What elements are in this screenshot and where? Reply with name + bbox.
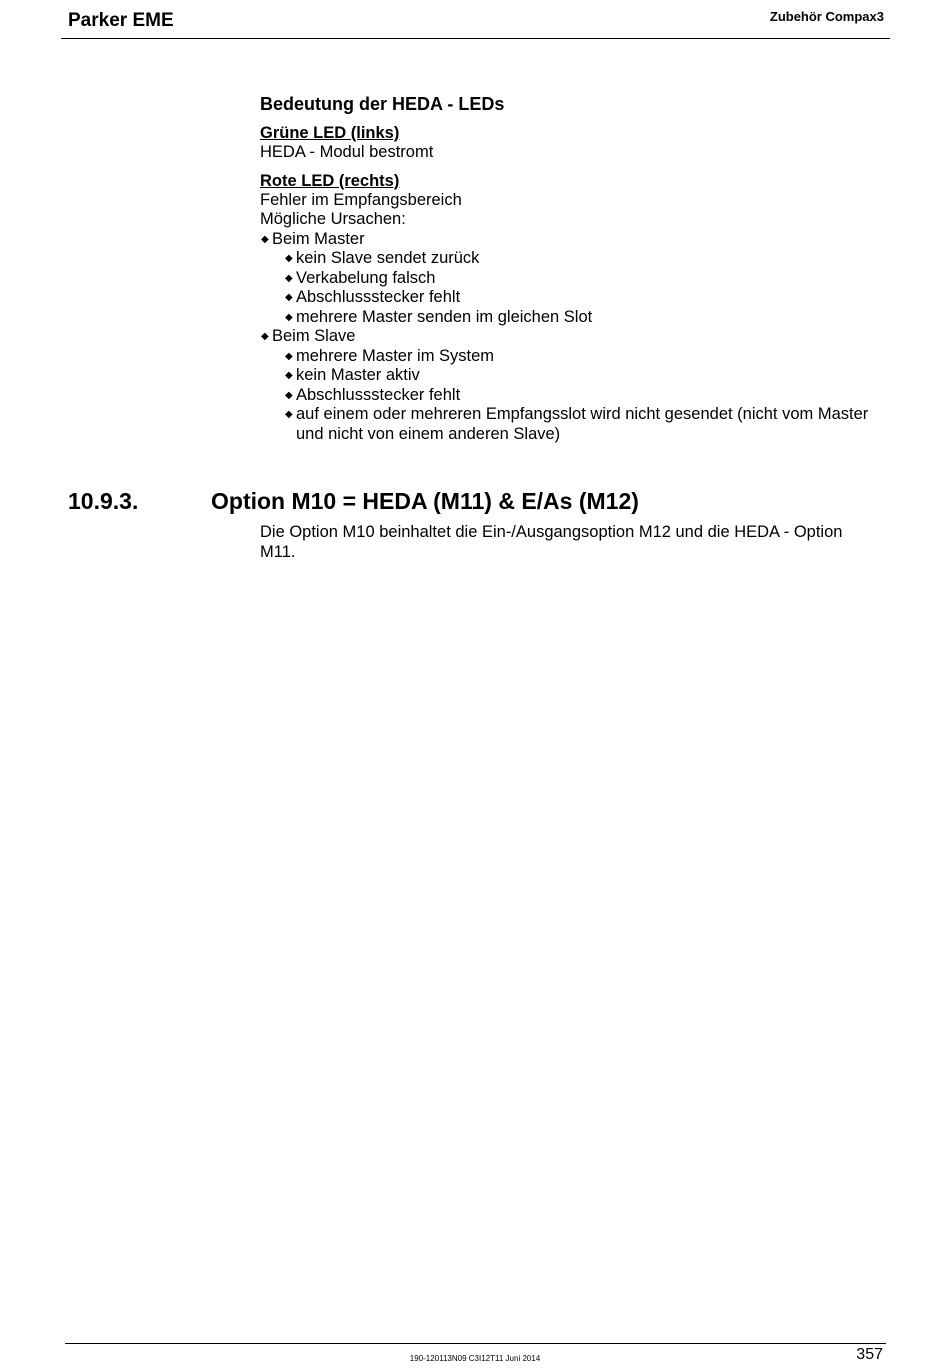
diamond-bullet-icon: ◆ xyxy=(285,350,293,362)
list-item: ◆ auf einem oder mehreren Empfangsslot wird nicht gesendet (nicht vom Master und nicht von einem anderen Slave) xyxy=(285,405,869,443)
causes-list xyxy=(260,230,890,445)
slave-causes-list xyxy=(284,347,890,445)
diamond-bullet-icon: ◆ xyxy=(261,233,269,245)
list-item-master xyxy=(260,230,890,328)
diamond-bullet-icon: ◆ xyxy=(285,409,293,420)
master-label: Beim Master xyxy=(272,229,365,248)
diamond-bullet-icon: ◆ xyxy=(285,370,293,381)
list-item: ◆ mehrere Master im System xyxy=(285,346,495,365)
section-heading: Option M10 = HEDA (M11) & E/As (M12) xyxy=(211,488,639,514)
main-content xyxy=(260,93,890,444)
green-led-text: HEDA - Modul bestromt xyxy=(260,143,434,161)
list-item-slave xyxy=(260,327,890,444)
list-item: ◆ kein Slave sendet zurück xyxy=(285,249,480,267)
list-item: ◆ Abschlussstecker fehlt xyxy=(285,288,461,306)
diamond-bullet-icon: ◆ xyxy=(285,389,293,401)
red-led-heading: Rote LED (rechts) xyxy=(260,171,400,190)
footer-document-id: 190-120113N09 C3I12T11 Juni 2014 xyxy=(409,1354,541,1363)
red-led-line2: Mögliche Ursachen: xyxy=(260,210,406,228)
list-item: ◆ kein Master aktiv xyxy=(285,366,420,384)
diamond-bullet-icon: ◆ xyxy=(285,292,293,303)
diamond-bullet-icon: ◆ xyxy=(285,272,293,284)
list-item: ◆ mehrere Master senden im gleichen Slot xyxy=(285,307,593,326)
header-company: Parker EME xyxy=(68,10,174,31)
section-title: Bedeutung der HEDA - LEDs xyxy=(260,94,505,114)
diamond-bullet-icon: ◆ xyxy=(285,253,293,264)
green-led-heading: Grüne LED (links) xyxy=(260,124,400,142)
diamond-bullet-icon: ◆ xyxy=(261,331,269,342)
list-item: ◆ Verkabelung falsch xyxy=(285,268,436,287)
diamond-bullet-icon: ◆ xyxy=(285,311,293,323)
header-chapter: Zubehör Compax3 xyxy=(769,9,884,24)
header-divider xyxy=(61,38,890,39)
red-led-line1: Fehler im Empfangsbereich xyxy=(260,190,462,209)
master-causes-list xyxy=(284,249,890,327)
slave-label: Beim Slave xyxy=(272,327,356,345)
footer-divider xyxy=(65,1343,886,1344)
section-body-text: Die Option M10 beinhaltet die Ein-/Ausgangsoption M12 und die HEDA - Option M11. xyxy=(260,523,843,561)
section-number: 10.9.3. xyxy=(68,488,139,514)
page-number: 357 xyxy=(856,1346,883,1363)
list-item: ◆ Abschlussstecker fehlt xyxy=(285,385,461,404)
